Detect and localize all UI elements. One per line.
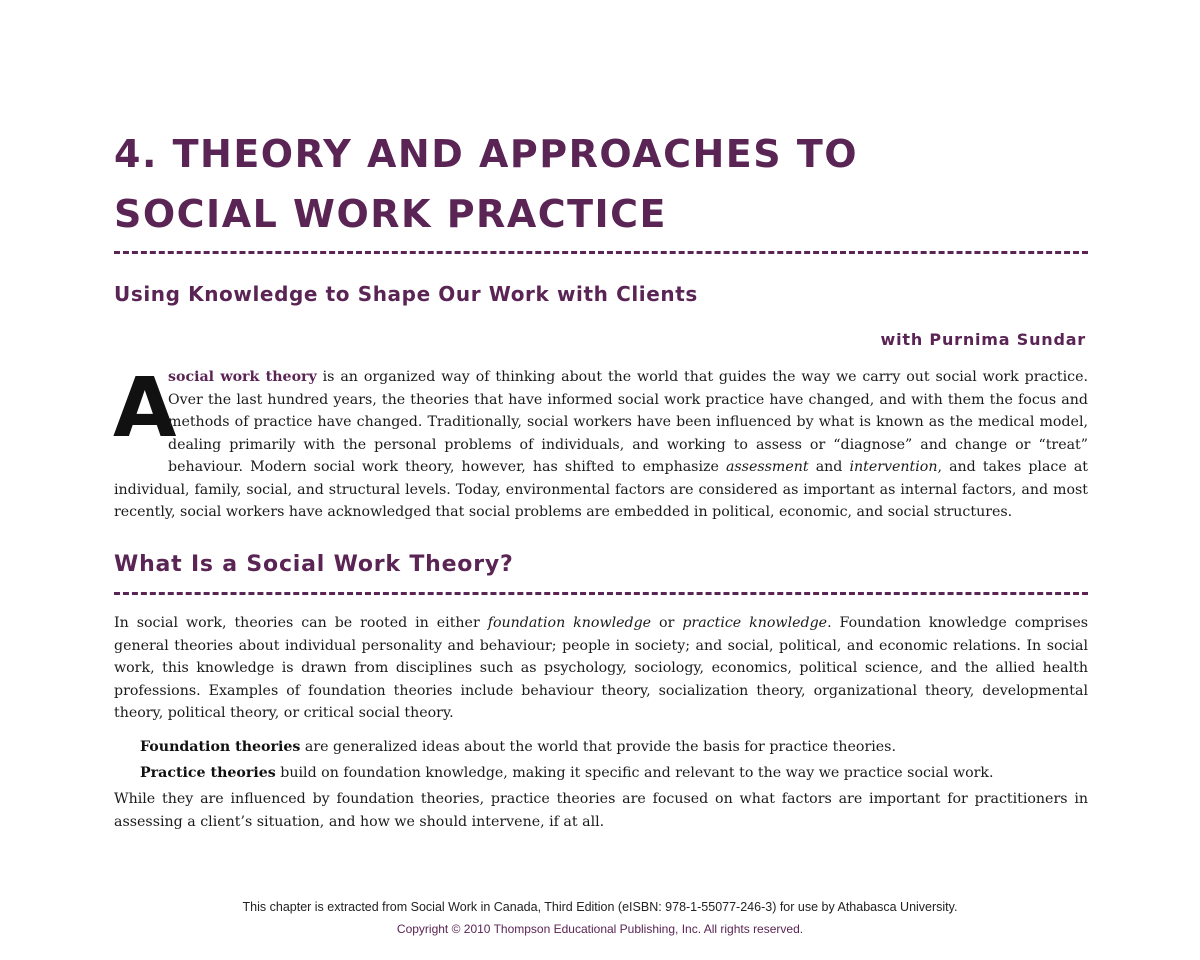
para1-text-b: or	[651, 615, 683, 631]
chapter-title-line-1: 4. THEORY AND APPROACHES TO	[114, 132, 859, 176]
definition-practice-theories	[140, 762, 1088, 784]
intro-text-a: is an organized way of thinking about the world that guides the way we carry out social work practice. Over the last hundred years, the theories that have informed social work practice have changed, and with them the focus and methods of practice have changed. Traditionally, social workers have been influenced by what is known as the medical model, dealing primarily with the personal problems of individuals, and working to assess or “diagnose” and change or “treat” behaviour. Modern social work theory, however, has shifted to emphasize	[168, 369, 1088, 475]
section-heading: What Is a Social Work Theory?	[114, 552, 514, 577]
definition-text: build on foundation knowledge, making it specific and relevant to the way we practice social work.	[275, 765, 994, 781]
footer-copyright: Copyright © 2010 Thompson Educational Publishing, Inc. All rights reserved.	[396, 922, 804, 936]
drop-cap-spacer	[114, 368, 168, 476]
footer-source-note: This chapter is extracted from Social Work in Canada, Third Edition (eISBN: 978-1-55077-246-3) for use by Athabasca University.	[242, 900, 958, 914]
chapter-title	[114, 124, 1094, 244]
term-foundation-knowledge: foundation knowledge	[487, 615, 652, 631]
drop-cap: A	[113, 361, 177, 456]
key-term-social-work-theory: social work theory	[168, 369, 317, 385]
dashed-divider-section	[114, 592, 1088, 597]
chapter-subtitle: Using Knowledge to Shape Our Work with Clients	[114, 282, 698, 306]
para1-text-a: In social work, theories can be rooted in either	[114, 615, 488, 631]
intro-text-b: and	[808, 459, 850, 475]
definition-text: are generalized ideas about the world that provide the basis for practice theories.	[300, 739, 896, 755]
body-paragraph-2: While they are influenced by foundation theories, practice theories are focused on what factors are important for practitioners in assessing a client’s situation, and how we should intervene, if at all.	[114, 791, 1088, 830]
definition-term: Practice theories	[140, 765, 276, 781]
para1-text-c: . Foundation knowledge comprises general theories about individual personality and behaviour; people in society; and social, political, and economic relations. In social work, this knowledge is drawn from disciplines such as psychology, sociology, economics, political science, and the allied health professions. Examples of foundation theories include behaviour theory, socialization theory, organizational theory, developmental theory, political theory, or critical social theory.	[114, 615, 1088, 721]
term-intervention: intervention	[849, 459, 938, 475]
body-paragraph-1	[114, 612, 1088, 725]
term-assessment: assessment	[725, 459, 809, 475]
intro-paragraph	[113, 361, 1088, 524]
definition-term: Foundation theories	[140, 739, 301, 755]
definition-foundation-theories	[140, 736, 1088, 758]
chapter-title-line-2: SOCIAL WORK PRACTICE	[114, 192, 668, 236]
author-byline: with Purnima Sundar	[880, 330, 1086, 349]
dashed-divider-top	[114, 251, 1088, 256]
term-practice-knowledge: practice knowledge	[682, 615, 828, 631]
intro-text-c: , and takes place at individual, family, social, and structural levels. Today, environmental factors are considered as important as internal factors, and most recently, social workers have acknowledged that social problems are embedded in political, economic, and social structures.	[114, 459, 1088, 520]
